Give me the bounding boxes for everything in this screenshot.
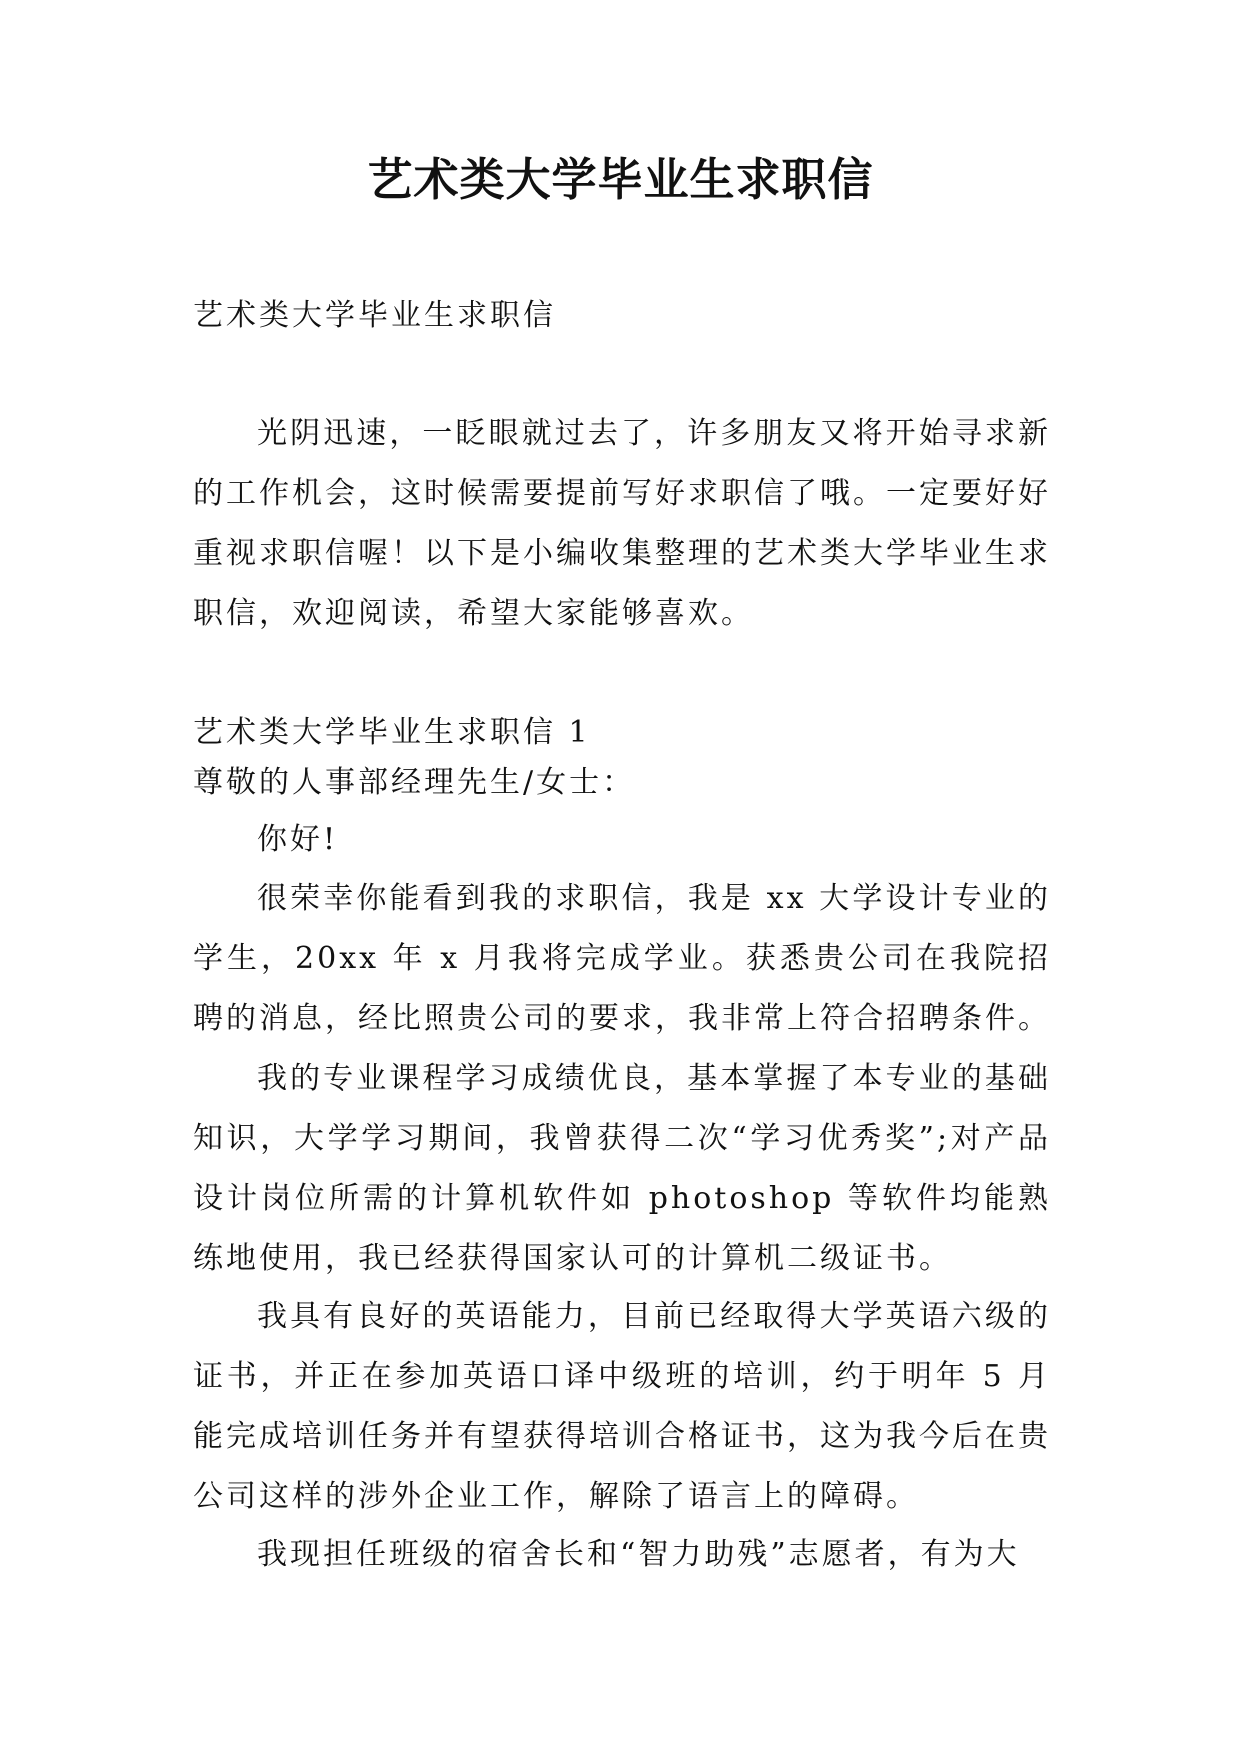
intro-paragraph: 光阴迅速，一眨眼就过去了，许多朋友又将开始寻求新的工作机会，这时候需要提前写好求职信了哦。一定要好好重视求职信喔！以下是小编收集整理的艺术类大学毕业生求职信，欢迎阅读，希望大家能够喜欢。 [193, 416, 1051, 631]
salutation: 尊敬的人事部经理先生/女士： [193, 765, 636, 800]
body-paragraph: 我现担任班级的宿舍长和“智力助残”志愿者，有为大 [257, 1537, 1020, 1572]
body-paragraph: 很荣幸你能看到我的求职信，我是 xx 大学设计专业的学生，20xx 年 x 月我将完成学业。获悉贵公司在我院招聘的消息，经比照贵公司的要求，我非常上符合招聘条件。 [193, 881, 1051, 1036]
body-paragraph: 我具有良好的英语能力，目前已经取得大学英语六级的证书，并正在参加英语口译中级班的培训，约于明年 5 月能完成培训任务并有望获得培训合格证书，这为我今后在贵公司这样的涉外企业工作，解除了语言上的障碍。 [193, 1299, 1051, 1514]
greeting: 你好! [257, 822, 339, 857]
document-title: 艺术类大学毕业生求职信 [367, 153, 874, 206]
document-subtitle: 艺术类大学毕业生求职信 [193, 298, 556, 333]
section-heading: 艺术类大学毕业生求职信 1 [193, 715, 591, 750]
body-paragraph: 我的专业课程学习成绩优良，基本掌握了本专业的基础知识，大学学习期间，我曾获得二次“学习优秀奖”;对产品设计岗位所需的计算机软件如 photoshop 等软件均能熟练地使用，我已经获得国家认可的计算机二级证书。 [193, 1061, 1051, 1276]
